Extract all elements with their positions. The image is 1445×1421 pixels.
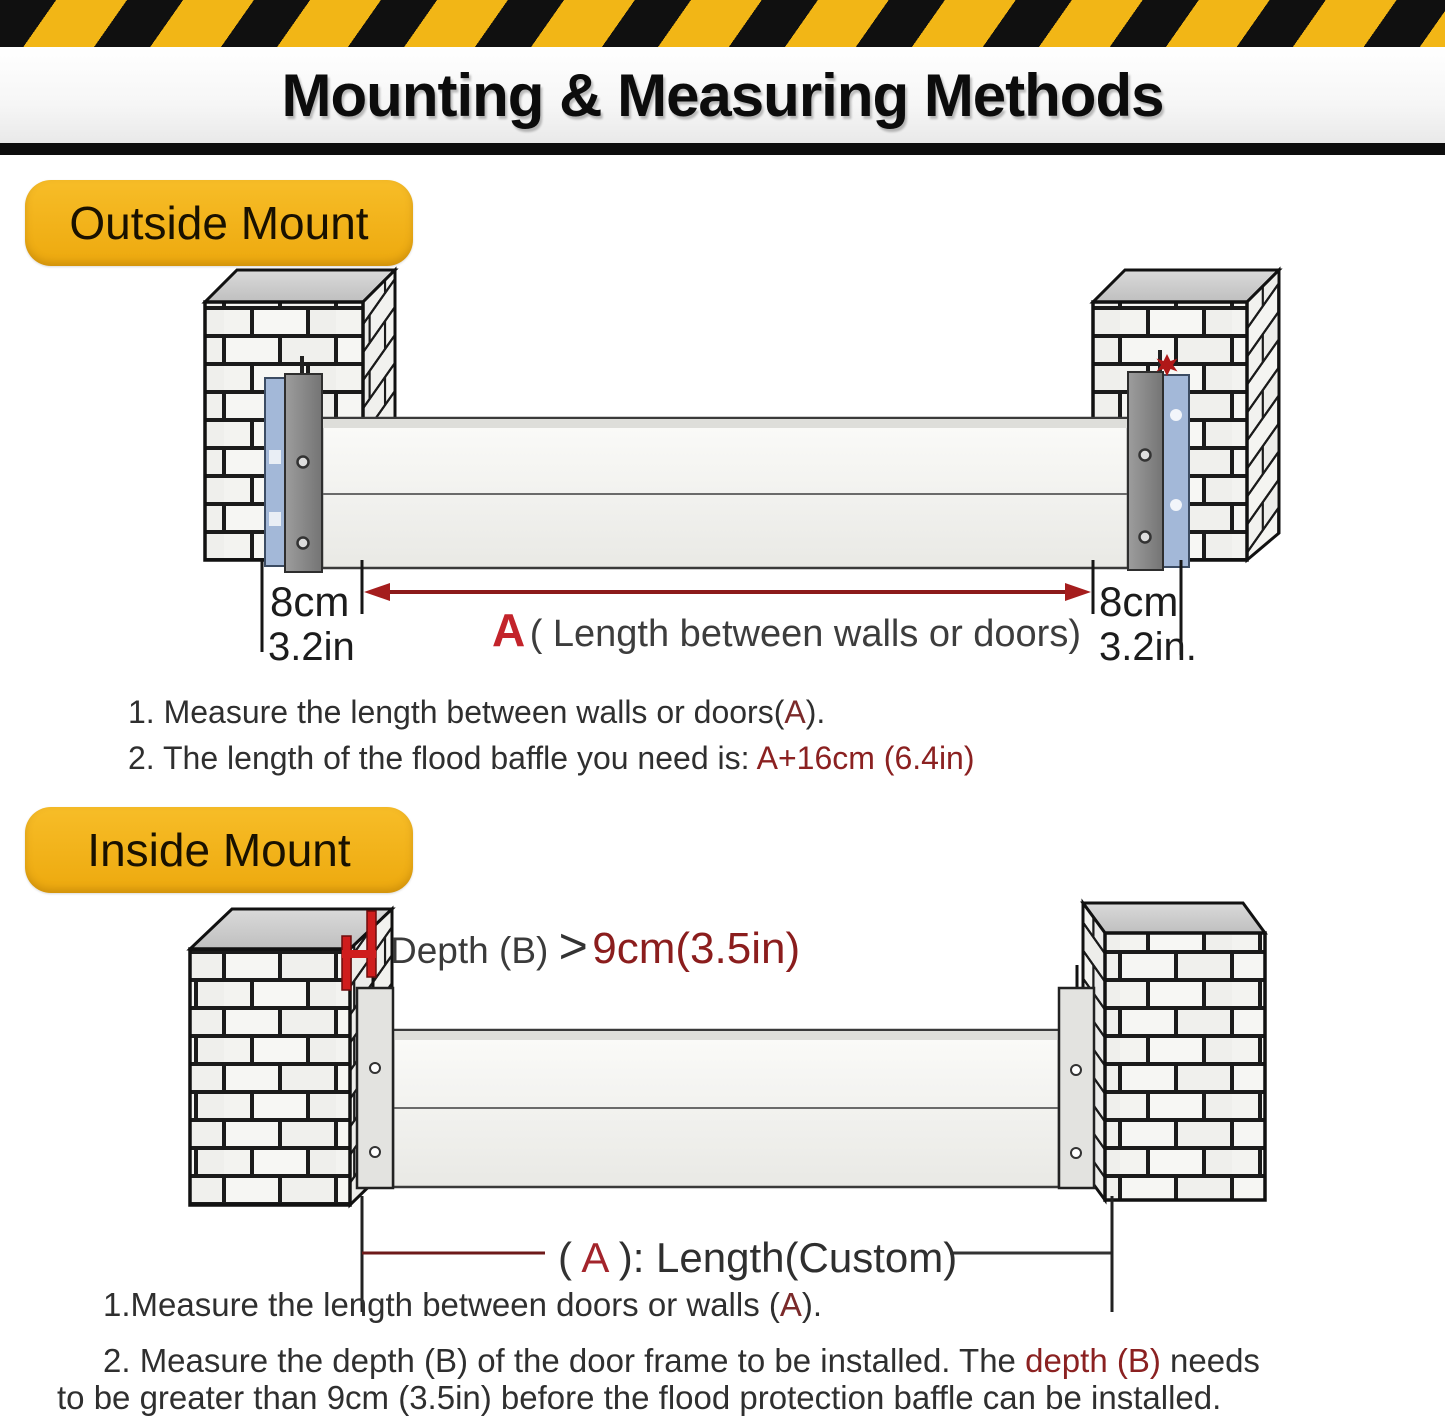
seal-strip xyxy=(1163,375,1189,567)
screw-hole xyxy=(1140,450,1151,461)
outside-step-1 xyxy=(128,694,825,731)
inside-step2-end: needs xyxy=(1160,1342,1260,1379)
span-letter: A xyxy=(492,604,526,656)
outside-mount-diagram xyxy=(205,270,1279,669)
seal-mark xyxy=(1170,499,1182,511)
screw-hole xyxy=(370,1147,380,1157)
span-text: ( Length between walls or doors) xyxy=(529,613,1081,655)
outside-step2-formula: A+16cm (6.4in) xyxy=(756,740,975,776)
inside-mount-label-text: Inside Mount xyxy=(87,824,351,876)
outside-step1-text: 1. Measure the length between walls or doors( xyxy=(128,694,785,730)
pillar-top-face xyxy=(1083,903,1265,933)
inside-step1-letter: A xyxy=(779,1286,802,1323)
inside-step2-line2-text: to be greater than 9cm (3.5in) before the flood protection baffle can be installed. xyxy=(57,1379,1222,1416)
length-annotation xyxy=(558,1234,957,1281)
depth-label: Depth (B) xyxy=(390,930,559,971)
depth-marker-bar xyxy=(342,936,351,990)
inside-step-2-line-1 xyxy=(103,1342,1260,1380)
span-annotation xyxy=(492,604,1081,656)
outside-step1-end: ). xyxy=(805,694,826,730)
left-offset-cm: 8cm xyxy=(270,578,350,625)
outside-right-channel xyxy=(1128,350,1189,570)
page-title: Mounting & Measuring Methods xyxy=(281,61,1164,129)
right-offset-cm: 8cm xyxy=(1099,578,1179,625)
greater-than-sign: > xyxy=(558,918,588,974)
depth-marker-bar xyxy=(367,911,376,977)
screw-hole xyxy=(1071,1065,1081,1075)
screw-hole xyxy=(1071,1148,1081,1158)
inside-step-2-line-2 xyxy=(57,1379,1221,1417)
inside-step2-text: 2. Measure the depth (B) of the door frame to be installed. The xyxy=(103,1342,1026,1379)
outside-barrier-panel xyxy=(322,418,1128,568)
outside-step2-text: 2. The length of the flood baffle you need is: xyxy=(128,740,757,776)
outside-step-2 xyxy=(128,740,975,777)
depth-value: 9cm(3.5in) xyxy=(592,924,801,973)
seal-strip xyxy=(265,378,285,566)
outside-left-channel xyxy=(265,356,322,572)
depth-marker-crossbar xyxy=(342,950,376,958)
dim-post: ): Length(Custom) xyxy=(618,1234,958,1281)
inside-step1-end: ). xyxy=(801,1286,823,1323)
inside-mount-diagram xyxy=(190,903,1265,1312)
dim-letter: A xyxy=(581,1234,608,1281)
seal-mark xyxy=(1170,409,1182,421)
seal-mark xyxy=(269,512,281,526)
inside-step1-text: 1.Measure the length between doors or walls ( xyxy=(103,1286,780,1323)
seal-mark xyxy=(269,450,281,464)
screw-hole xyxy=(1140,532,1151,543)
left-offset-in: 3.2in xyxy=(268,625,355,669)
screw-hole xyxy=(370,1063,380,1073)
outside-mount-label-text: Outside Mount xyxy=(69,197,369,249)
barrier-top-edge xyxy=(394,1031,1058,1040)
arrow-head-right-icon xyxy=(1065,583,1091,601)
screw-hole xyxy=(298,457,309,468)
barrier-top-edge xyxy=(323,419,1127,428)
arrow-head-left-icon xyxy=(364,583,390,601)
inside-right-pillar xyxy=(1083,903,1265,1200)
inside-barrier-panel xyxy=(393,1030,1059,1187)
dim-pre: ( xyxy=(558,1234,572,1281)
right-offset-in: 3.2in. xyxy=(1099,625,1197,669)
pillar-front-face xyxy=(190,949,350,1205)
depth-annotation xyxy=(390,918,800,974)
screw-hole xyxy=(298,538,309,549)
outside-step1-letter: A xyxy=(784,694,806,730)
inside-right-bracket xyxy=(1059,965,1094,1188)
pillar-front-face xyxy=(1105,933,1265,1200)
pillar-side-face xyxy=(1247,270,1279,560)
inside-step-1 xyxy=(103,1286,822,1324)
inside-step2-depth: depth (B) xyxy=(1025,1342,1161,1379)
outside-measurement xyxy=(262,560,1197,669)
